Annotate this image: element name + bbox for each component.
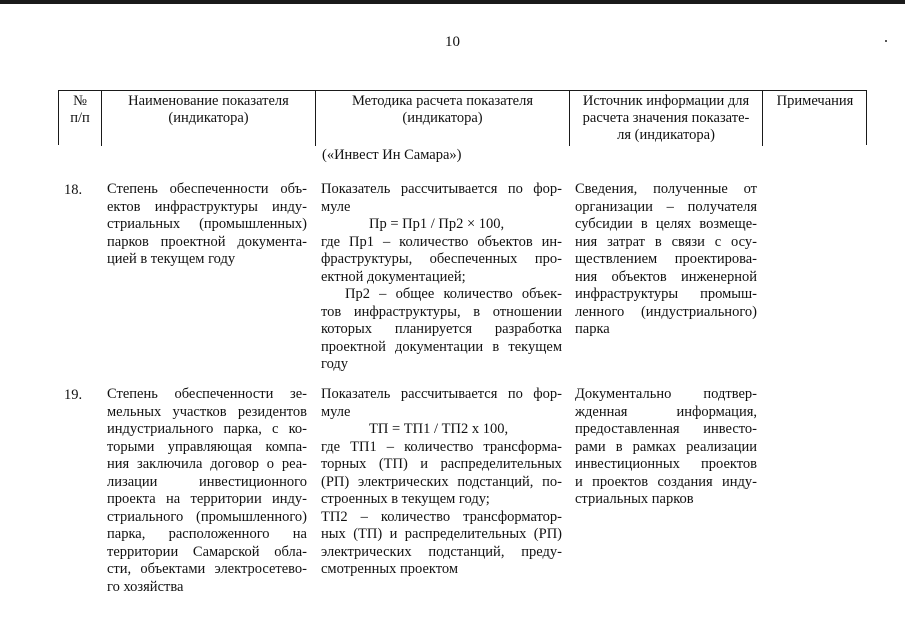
text-line: рами в рамках реализации [575, 438, 757, 455]
scan-top-edge [0, 0, 905, 4]
text-line: ектной документацией; [321, 268, 466, 285]
text-line: предоставленная инвесто- [575, 421, 757, 437]
text-line: строенных в текущем году; [321, 491, 490, 507]
text-line: территории Самарской обла- [107, 543, 307, 560]
text-line: мельных участков резидентов [107, 403, 307, 420]
header-source: Источник информации для расчета значения показате- ля (индикатора) [582, 93, 750, 143]
formula-line: Пр = Пр1 / Пр2 × 100, [369, 216, 505, 232]
text-line: стриального (промышленного) [107, 508, 307, 525]
text-line: сти, объектами электросетево- [107, 561, 307, 577]
text-line: которых планируется разработка [321, 321, 562, 337]
text-line: парков проектной документа- [107, 233, 307, 250]
text-line: ленного (индустриального) [575, 303, 757, 320]
text-line: муле [321, 198, 351, 215]
source-cell [575, 181, 757, 339]
text-line: торных (ТП) и распределительных [321, 456, 562, 472]
formula-line: ТП = ТП1 / ТП2 x 100, [369, 421, 509, 437]
text-line: тов инфраструктуры, в отношении [321, 303, 562, 320]
text-line: Сведения, полученные от [575, 181, 757, 197]
continuation-text: («Инвест Ин Самара») [322, 147, 462, 163]
text-line: ния заключила договор о реа- [107, 456, 307, 472]
text-line: индустриального парка, с ко- [107, 421, 307, 437]
source-cell [575, 386, 757, 509]
text-line: Показатель рассчитывается по фор- [321, 386, 562, 402]
text-line: торыми управляющая компа- [107, 438, 307, 455]
header-number: № п/п [70, 93, 90, 126]
text-line: жденная информация, [575, 403, 757, 420]
indicator-name-cell [107, 386, 307, 596]
row-number: 19. [64, 387, 83, 403]
text-line: Показатель рассчитывается по фор- [321, 181, 562, 197]
text-line: субсидии в целях возмеще- [575, 216, 757, 232]
row-number: 18. [64, 182, 83, 198]
text-line: ектов инфраструктуры инду- [107, 198, 307, 215]
text-line: парка [575, 321, 610, 337]
text-line: ТП2 – количество трансформатор- [321, 508, 562, 525]
text-line: лизации инвестиционного [107, 473, 307, 490]
text-line: году [321, 356, 349, 372]
text-line: Степень обеспеченности объ- [107, 181, 307, 197]
header-method: Методика расчета показателя (индикатора) [351, 93, 533, 126]
text-line: где Пр1 – количество объектов ин- [321, 233, 562, 250]
text-line: инвестиционных проектов [575, 456, 757, 472]
text-line: муле [321, 403, 351, 420]
text-line: стриальных (промышленных) [107, 216, 307, 232]
text-line: и проектов создания инду- [575, 473, 757, 490]
text-line: Документально подтвер- [575, 386, 757, 402]
text-line: стриальных парков [575, 491, 694, 507]
text-line: го хозяйства [107, 578, 184, 595]
text-line: парка, расположенного на [107, 526, 307, 542]
table-header [58, 90, 867, 145]
text-line: проекта на территории инду- [107, 491, 307, 507]
text-line: электрических подстанций, преду- [321, 543, 562, 560]
method-cell [321, 181, 562, 374]
text-line: организации – получателя [575, 198, 757, 215]
header-notes: Примечания [776, 93, 854, 109]
indicator-name-cell [107, 181, 307, 269]
text-line: где ТП1 – количество трансформа- [321, 438, 562, 455]
header-indicator-name: Наименование показателя (индикатора) [128, 93, 289, 126]
text-line: фраструктуры, обеспеченных про- [321, 251, 562, 267]
text-line: цией в текущем году [107, 251, 236, 267]
text-line: инфраструктуры промыш- [575, 286, 757, 302]
text-line: ния затрат в связи с осу- [575, 233, 757, 250]
text-line: (РП) электрических подстанций, по- [321, 473, 562, 490]
text-line: ния объектов инженерной [575, 268, 757, 285]
text-line: Пр2 – общее количество объек- [345, 286, 562, 302]
text-line: ных (ТП) и распределительных (РП) [321, 526, 562, 542]
text-line: Степень обеспеченности зе- [107, 386, 307, 402]
method-cell [321, 386, 562, 579]
text-line: смотренных проектом [321, 561, 459, 577]
page-number: 10 [445, 34, 460, 50]
text-line: ществлением проектирова- [575, 251, 757, 267]
text-line: проектной документации в текущем [321, 338, 562, 355]
